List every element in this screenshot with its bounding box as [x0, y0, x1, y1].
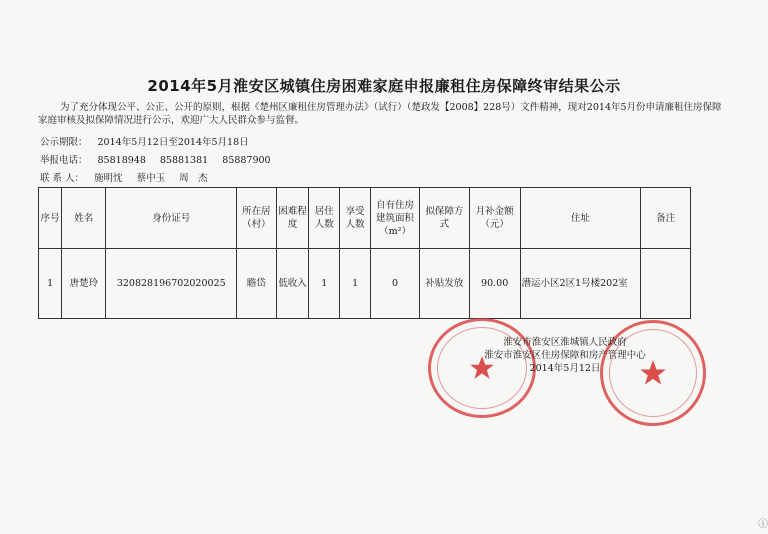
header-cell: 身份证号	[106, 188, 237, 249]
result-table	[38, 187, 691, 319]
contact-name: 周 杰	[179, 173, 208, 184]
cell-beneficiaries: 1	[340, 249, 371, 319]
period-value: 2014年5月12日至2014年5月18日	[97, 137, 249, 148]
cell-remark	[641, 249, 691, 319]
cell-index: 1	[39, 249, 62, 319]
header-cell: 居住人数	[309, 188, 340, 249]
header-cell: 自有住房建筑面积（m²）	[371, 188, 420, 249]
header-cell: 住址	[520, 188, 641, 249]
header-cell: 备注	[641, 188, 691, 249]
contact-label: 联 系 人：	[40, 173, 85, 184]
phone-label: 举报电话：	[40, 155, 88, 166]
signature-date: 2014年5月12日	[529, 363, 601, 374]
header-cell: 拟保障方式	[420, 188, 470, 249]
period-label: 公示期限：	[40, 137, 88, 148]
phone-line	[40, 152, 285, 166]
header-cell: 困难程度	[276, 188, 309, 249]
intro-paragraph: 为了充分体现公平、公正、公开的原则，根据《楚州区廉租住房管理办法》（试行）（楚政发【2008】228号）文件精神，现对2014年5月份申请廉租住房保障家庭审核及拟保障情况进行公示，欢迎广大人民群众参与监督。	[38, 102, 722, 126]
header-cell: 所在居（村）	[237, 188, 276, 249]
phone-number: 85818948	[97, 155, 146, 166]
contact-name: 蔡中玉	[136, 173, 166, 184]
header-cell: 月补金额（元）	[469, 188, 520, 249]
signature-org-2: 淮安市淮安区住房保障和房产管理中心	[484, 350, 646, 361]
document-title: 2014年5月淮安区城镇住房困难家庭申报廉租住房保障终审结果公示	[147, 77, 621, 95]
phone-number: 85881381	[159, 155, 209, 166]
cell-name: 唐楚玲	[62, 249, 106, 319]
cell-area: 0	[371, 249, 420, 319]
phone-number: 85887900	[222, 155, 271, 166]
contact-line	[40, 170, 222, 184]
table-header-row	[39, 188, 691, 249]
cell-residents: 1	[309, 249, 340, 319]
corner-icon: ⓘ	[758, 519, 768, 530]
cell-address: 漕运小区2区1号楼202室	[520, 249, 641, 319]
cell-method: 补贴发放	[420, 249, 470, 319]
cell-amount: 90.00	[469, 249, 520, 319]
header-cell: 享受人数	[340, 188, 371, 249]
header-cell: 姓名	[62, 188, 106, 249]
cell-hardship: 低收入	[276, 249, 309, 319]
signature-block	[480, 336, 650, 375]
table-row	[39, 249, 691, 319]
contact-name: 施明忱	[94, 173, 123, 184]
cell-id-number: 320828196702020025	[106, 249, 237, 319]
signature-org-1: 淮安市淮安区淮城镇人民政府	[503, 337, 627, 348]
period-line	[40, 134, 263, 148]
cell-community: 瞻岱	[237, 249, 276, 319]
header-cell: 序号	[39, 188, 62, 249]
